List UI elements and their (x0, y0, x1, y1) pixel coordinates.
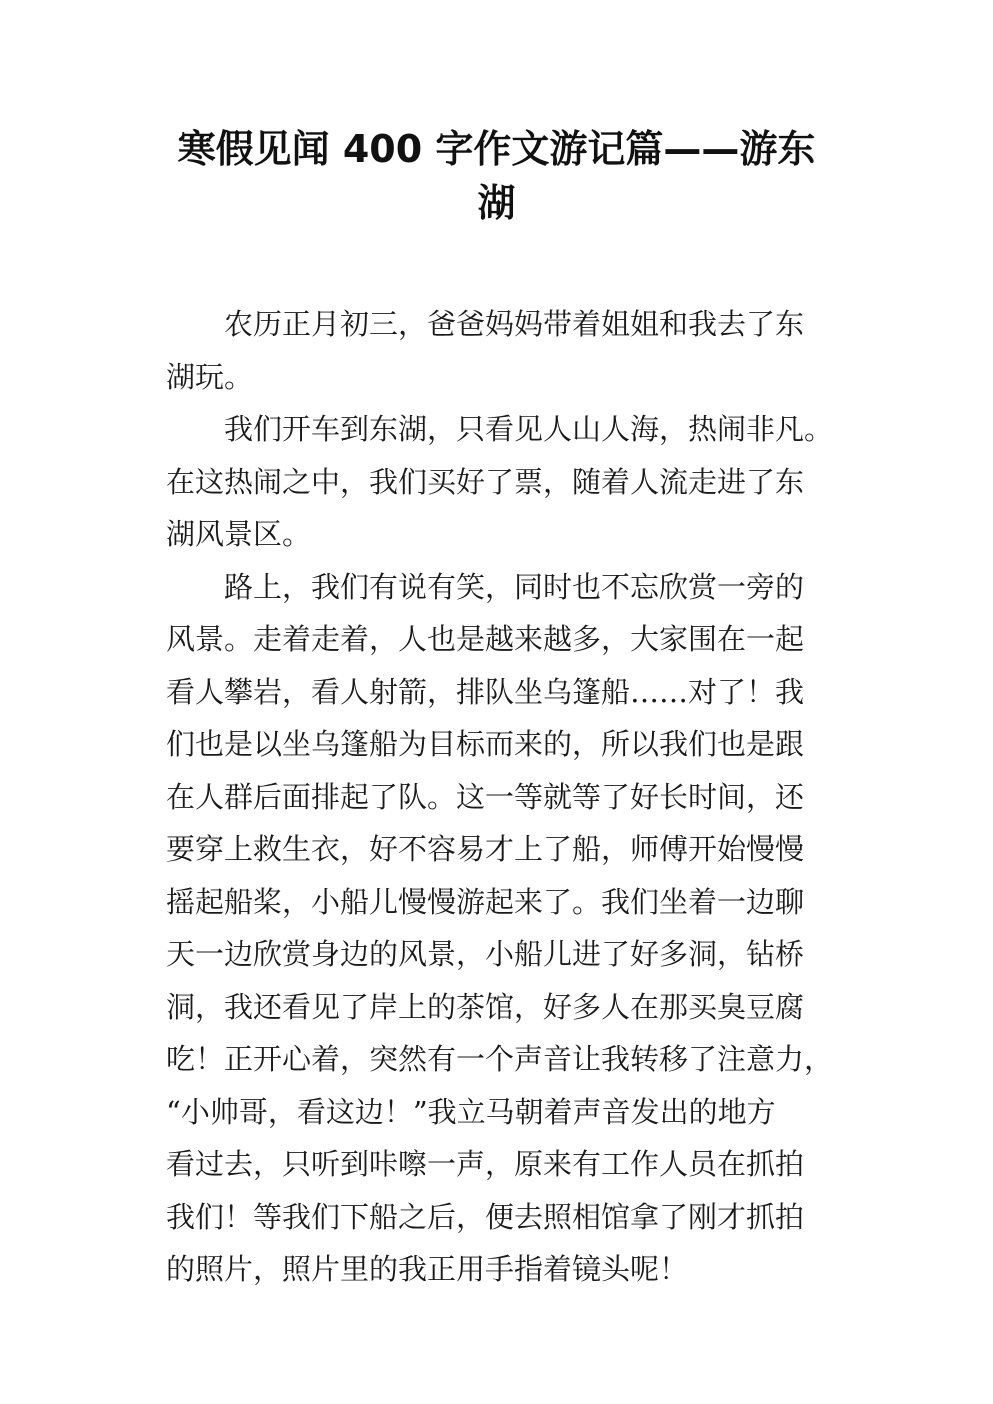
paragraph-line: 吃！正开心着，突然有一个声音让我转移了注意力， (166, 1042, 834, 1076)
paragraph-line: “小帅哥，看这边！”我立马朝着声音发出的地方 (166, 1094, 776, 1129)
paragraph-line: 洞，我还看见了岸上的茶馆，好多人在那买臭豆腐 (166, 989, 805, 1024)
paragraph-line: 湖玩。 (166, 359, 254, 394)
paragraph-line: 在这热闹之中，我们买好了票，随着人流走进了东 (166, 464, 805, 499)
paragraph-line: 看人攀岩，看人射箭，排队坐乌篷船……对了！我 (166, 674, 805, 709)
paragraph-3 (166, 561, 836, 1296)
paragraph-line: 的照片，照片里的我正用手指着镜头呢！ (166, 1252, 689, 1286)
document-body (166, 298, 836, 1296)
title-line: 湖 (477, 181, 516, 225)
title-line: 寒假见闻 400 字作文游记篇——游东 (177, 127, 816, 171)
paragraph-line: 农历正月初三，爸爸妈妈带着姐姐和我去了东 (224, 307, 805, 341)
paragraph-1 (166, 298, 836, 403)
paragraph-line: 天一边欣赏身边的风景，小船儿进了好多洞，钻桥 (166, 937, 805, 971)
paragraph-line: 在人群后面排起了队。这一等就等了好长时间，还 (166, 779, 805, 814)
paragraph-2 (166, 403, 836, 561)
paragraph-line: 湖风景区。 (166, 517, 312, 551)
paragraph-line: 们也是以坐乌篷船为目标而来的，所以我们也是跟 (166, 727, 805, 761)
paragraph-line: 要穿上救生衣，好不容易才上了船，师傅开始慢慢 (166, 832, 805, 866)
paragraph-line: 看过去，只听到咔嚓一声，原来有工作人员在抓拍 (166, 1147, 805, 1181)
document-title (160, 122, 833, 230)
paragraph-line: 摇起船桨，小船儿慢慢游起来了。我们坐着一边聊 (166, 884, 805, 919)
paragraph-line: 路上，我们有说有笑，同时也不忘欣赏一旁的 (224, 569, 805, 604)
paragraph-line: 我们！等我们下船之后，便去照相馆拿了刚才抓拍 (166, 1199, 805, 1234)
paragraph-line: 风景。走着走着，人也是越来越多，大家围在一起 (166, 622, 805, 656)
paragraph-line: 我们开车到东湖，只看见人山人海，热闹非凡。 (224, 412, 834, 446)
